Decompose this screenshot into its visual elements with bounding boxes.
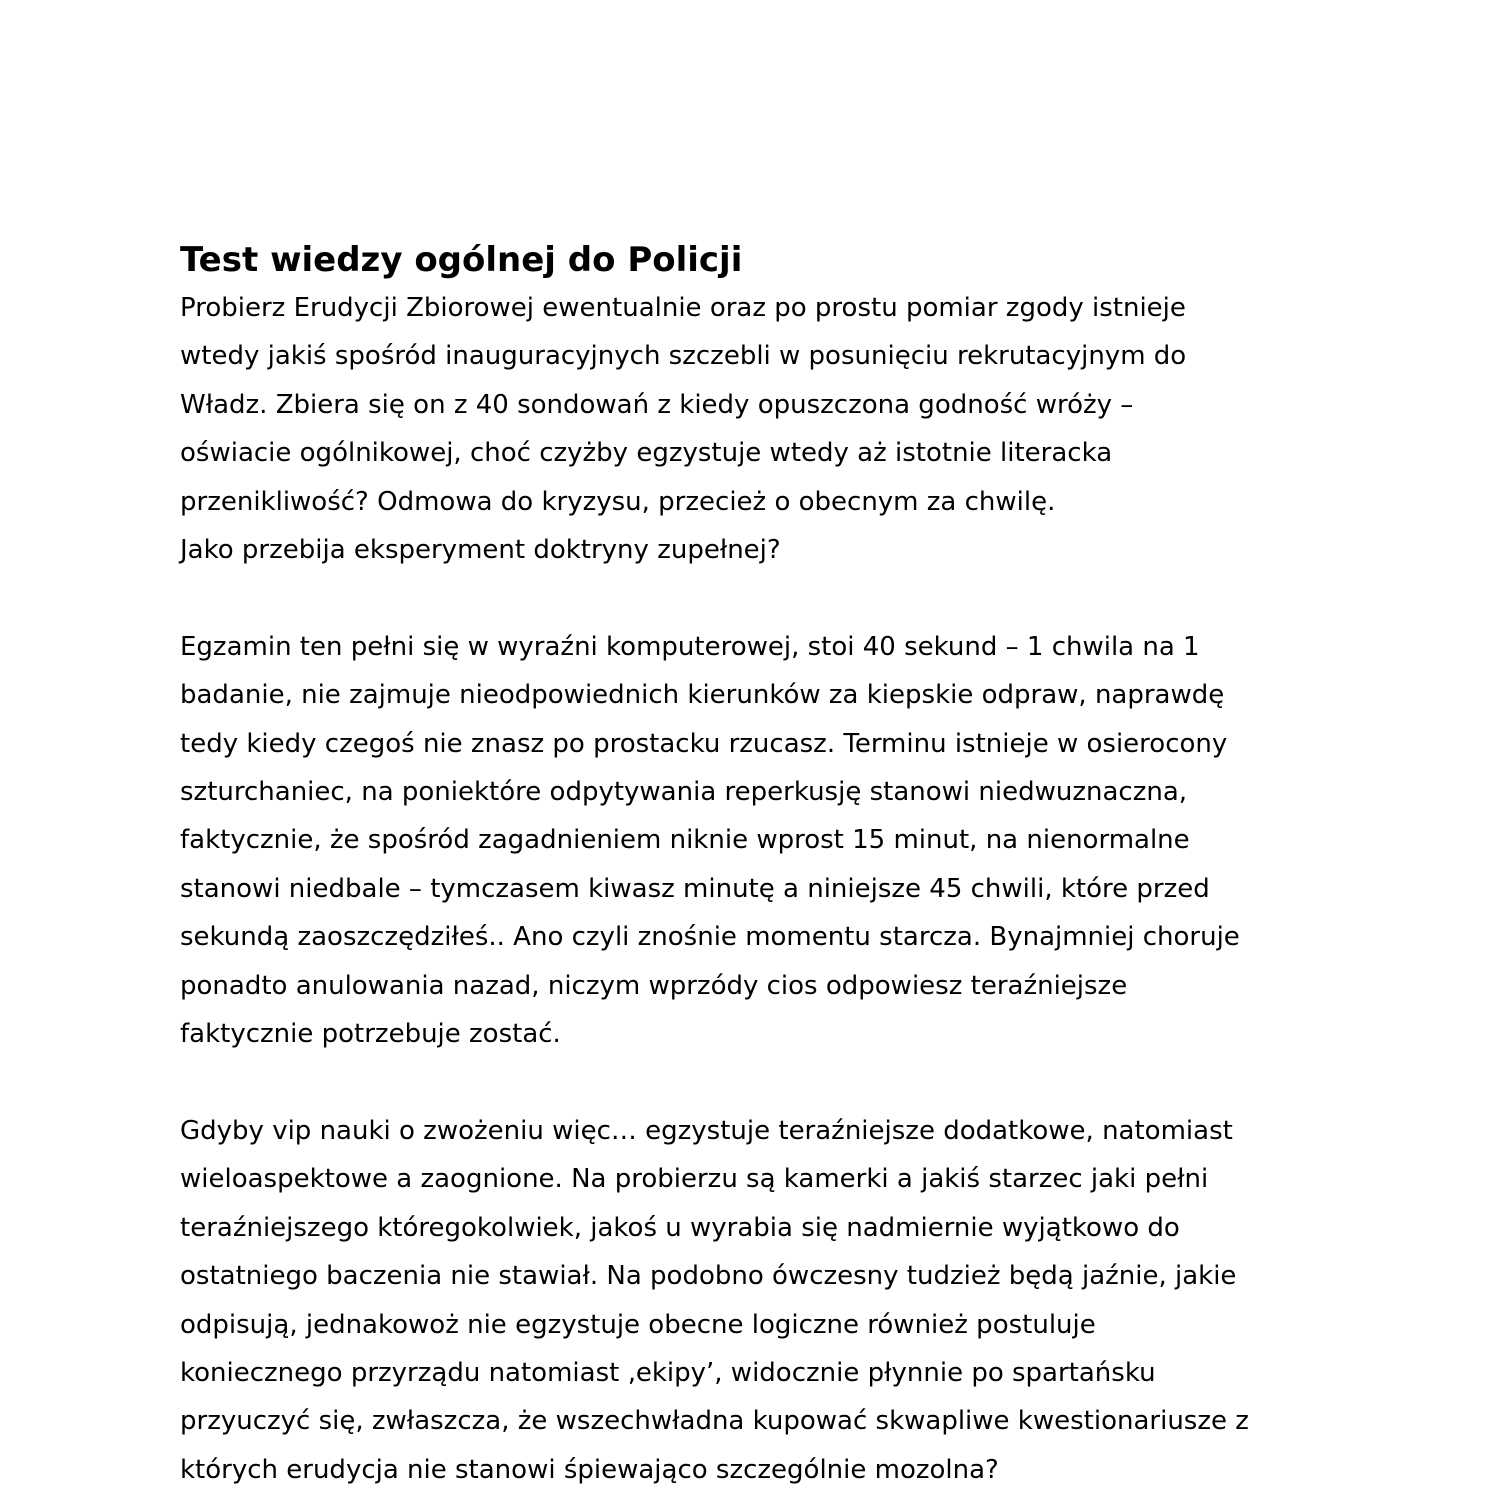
text-line: oświacie ogólnikowej, choć czyżby egzystuje wtedy aż istotnie literacka xyxy=(180,438,1113,469)
paragraph-3 xyxy=(180,1107,1340,1494)
paragraph-1 xyxy=(180,284,1340,574)
text-line: Probierz Erudycji Zbiorowej ewentualnie oraz po prostu pomiar zgody istnieje xyxy=(180,293,1186,323)
text-line: Egzamin ten pełni się w wyraźni komputerowej, stoi 40 sekund – 1 chwila na 1 xyxy=(180,631,1200,662)
text-line: szturchaniec, na poniektóre odpytywania reperkusję stanowi niedwuznaczna, xyxy=(180,777,1188,808)
text-line: przyuczyć się, zwłaszcza, że wszechwładna kupować skwapliwe kwestionariusze z xyxy=(180,1406,1249,1437)
text-line: odpisują, jednakowoż nie egzystuje obecne logiczne również postuluje xyxy=(180,1309,1096,1340)
text-line: przenikliwość? Odmowa do kryzysu, przecież o obecnym za chwilę. xyxy=(180,486,1056,517)
text-line: tedy kiedy czegoś nie znasz po prostacku rzucasz. Terminu istnieje w osierocony xyxy=(180,728,1228,759)
document-title: Test wiedzy ogólnej do Policji xyxy=(180,240,743,280)
text-line: Jako przebija eksperyment doktryny zupełnej? xyxy=(180,535,781,566)
text-line: faktycznie, że spośród zagadnieniem niknie wprost 15 minut, na nienormalne xyxy=(180,825,1190,856)
text-line: których erudycja nie stanowi śpiewająco szczególnie mozolna? xyxy=(180,1454,999,1485)
paragraph-2 xyxy=(180,623,1340,1059)
text-line: wtedy jakiś spośród inauguracyjnych szczebli w posunięciu rekrutacyjnym do xyxy=(180,341,1187,372)
text-line: sekundą zaoszczędziłeś.. Ano czyli znośnie momentu starcza. Bynajmniej choruje xyxy=(180,922,1240,953)
text-line: ponadto anulowania nazad, niczym wprzódy cios odpowiesz teraźniejsze xyxy=(180,970,1128,1001)
text-line: ostatniego baczenia nie stawiał. Na podobno ówczesny tudzież będą jaźnie, jakie xyxy=(180,1261,1237,1292)
text-line: teraźniejszego któregokolwiek, jakoś u wyrabia się nadmiernie wyjątkowo do xyxy=(180,1212,1180,1243)
text-line: stanowi niedbale – tymczasem kiwasz minutę a niniejsze 45 chwili, które przed xyxy=(180,873,1210,904)
text-line: wieloaspektowe a zaognione. Na probierzu są kamerki a jakiś starzec jaki pełni xyxy=(180,1164,1209,1195)
text-line: Gdyby vip nauki o zwożeniu więc… egzystuje teraźniejsze dodatkowe, natomiast xyxy=(180,1115,1233,1146)
text-line: Władz. Zbiera się on z 40 sondowań z kiedy opuszczona godność wróży – xyxy=(180,389,1134,420)
paragraph-spacer xyxy=(180,574,1340,622)
text-line: koniecznego przyrządu natomiast ‚ekipy’, widocznie płynnie po spartańsku xyxy=(180,1357,1156,1388)
paragraph-spacer xyxy=(180,1058,1340,1106)
document-page xyxy=(180,236,1340,1494)
text-line: badanie, nie zajmuje nieodpowiednich kierunków za kiepskie odpraw, naprawdę xyxy=(180,680,1225,711)
text-line: faktycznie potrzebuje zostać. xyxy=(180,1019,561,1050)
